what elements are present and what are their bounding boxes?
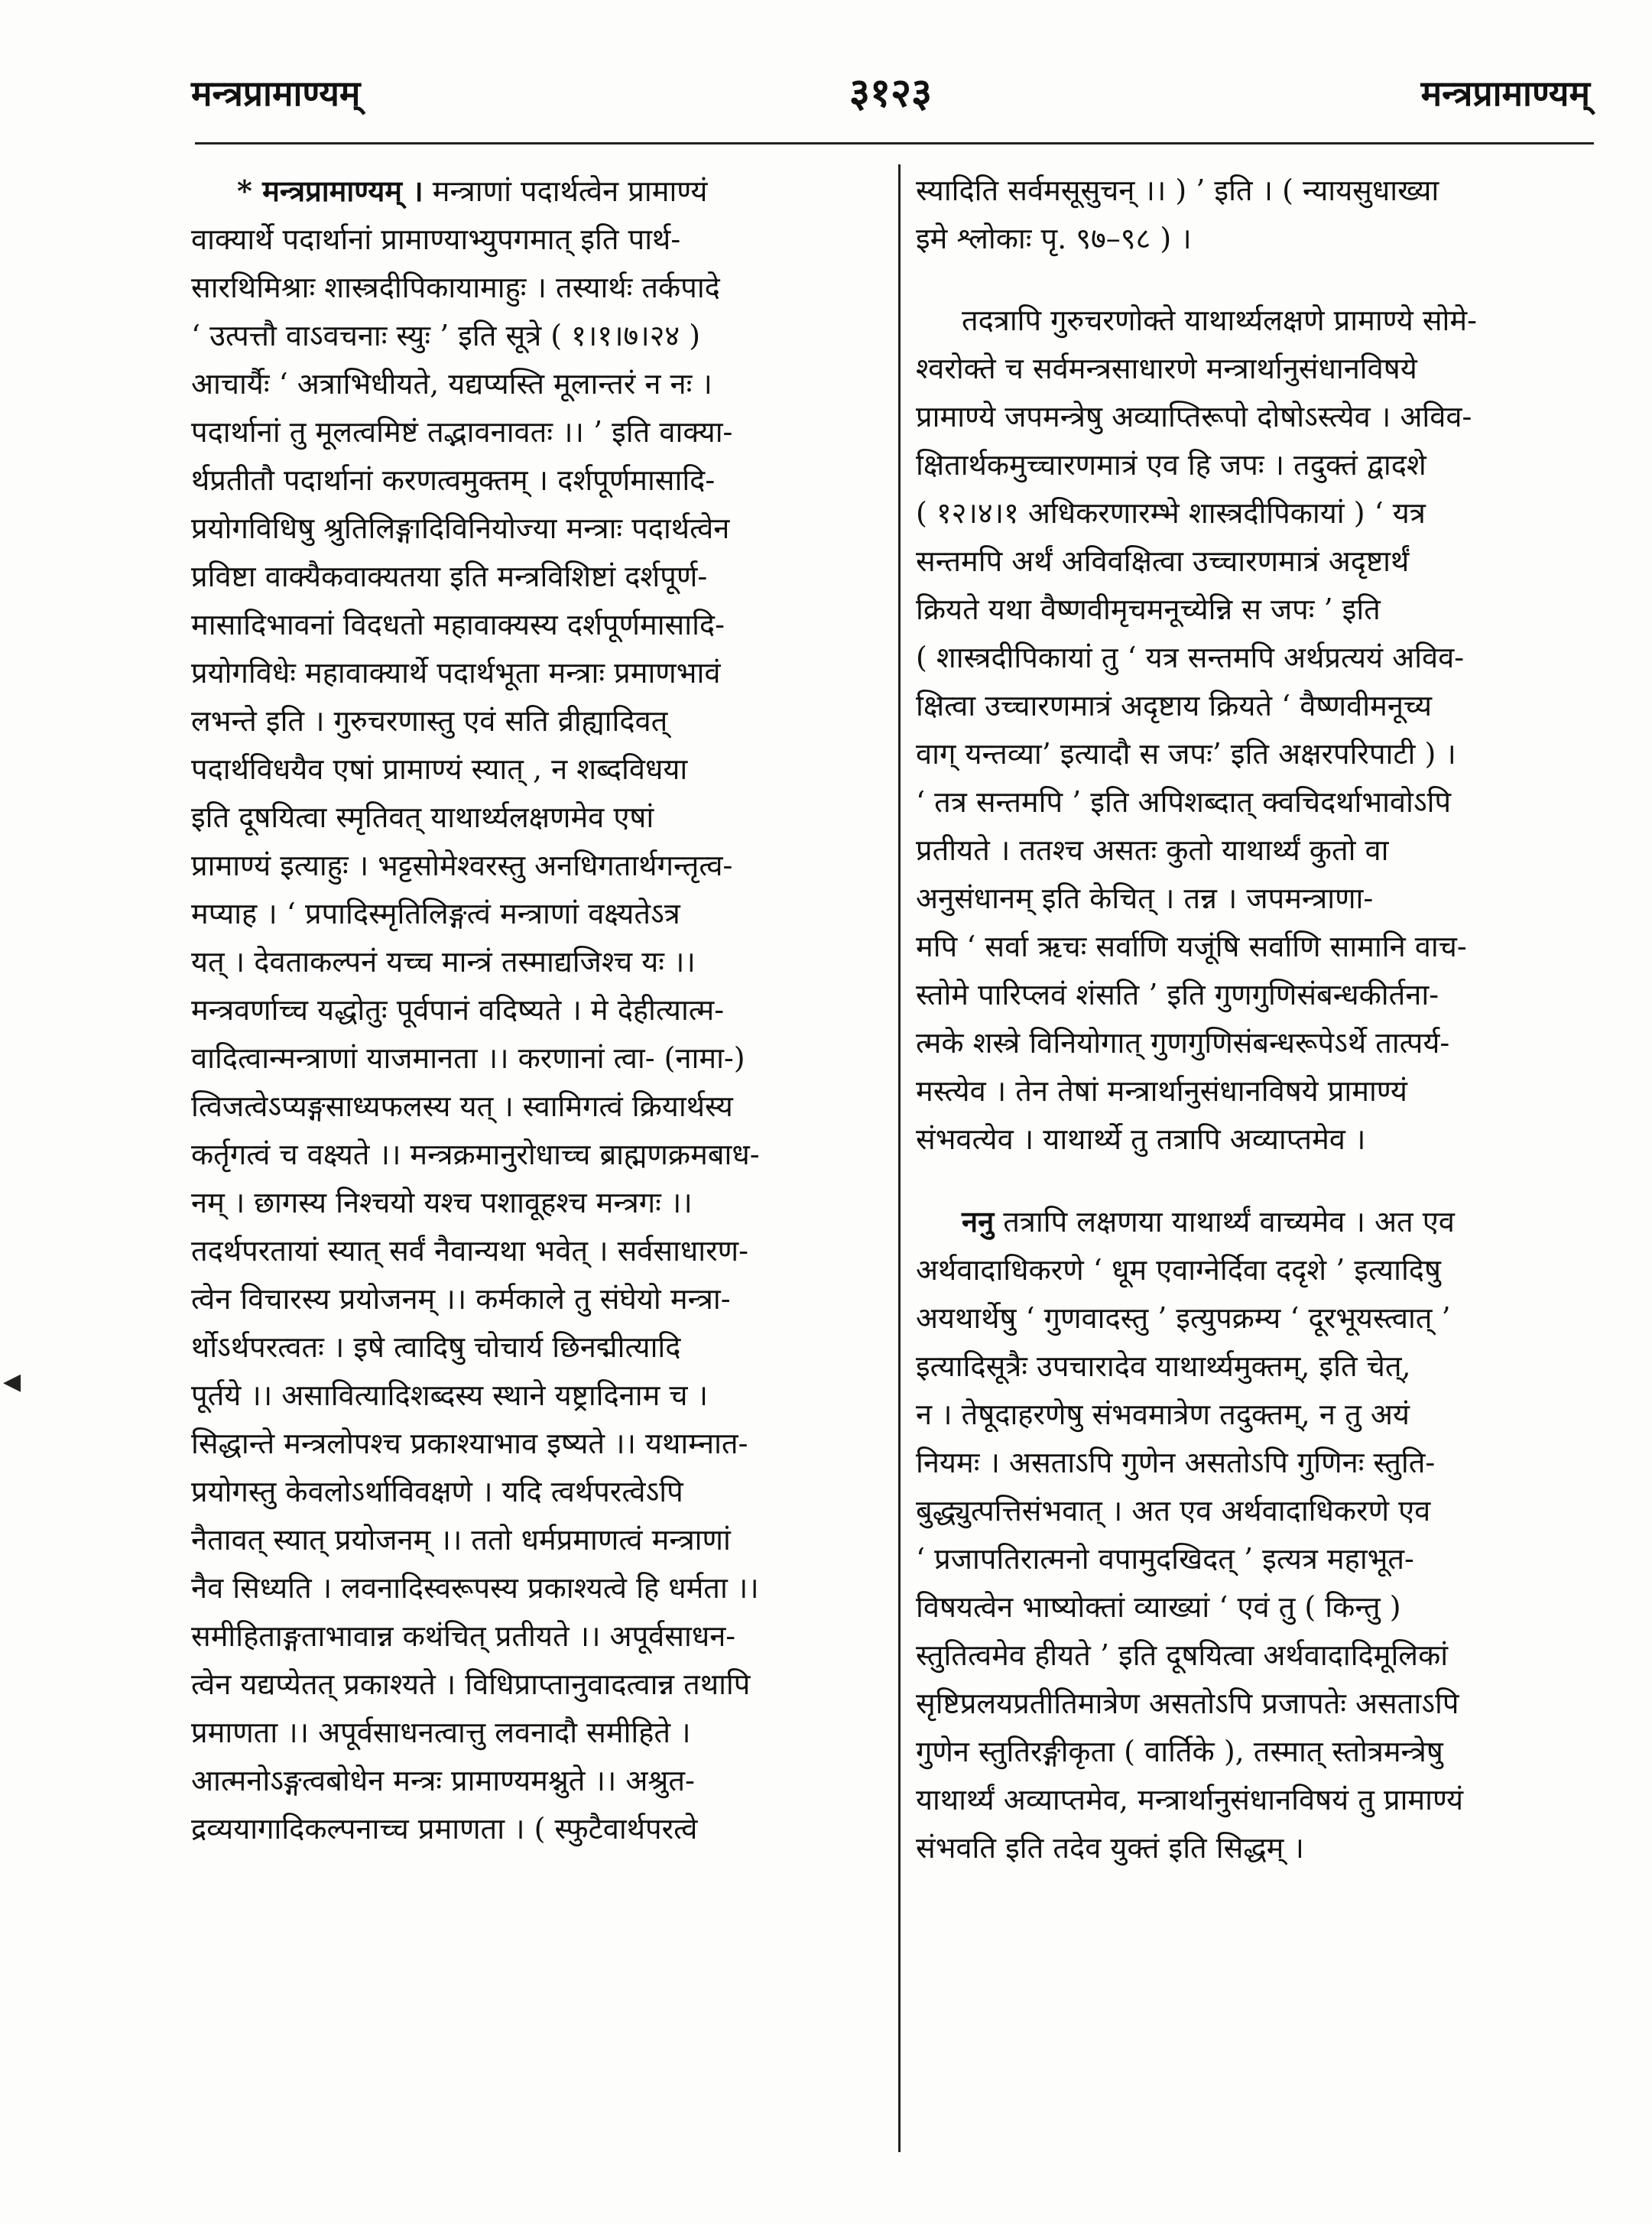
header-rule: [195, 142, 1594, 144]
paragraph-lead-word: ननु: [962, 1204, 995, 1239]
page-header: [191, 61, 1590, 130]
right-paragraph-2: तदत्रापि गुरुचरणोक्ते याथार्थ्यलक्षणे प्रामाण्ये सोमे- श्वरोक्ते च सर्वमन्त्रसाधारणे मन्त्रार्थानुसंधानविषये प्रामाण्ये जपमन्त्रेषु अव्याप्तिरूपो दोषोऽस्त्येव । अविव- क्षितार्थकमुच्चारणमात्रं एव हि जपः । तदुक्तं द्वादशे ( १२।४।१ अधिकरणारम्भे शास्त्रदीपिकायां ) ‘ यत्र सन्तमपि अर्थं अविवक्षित्वा उच्चारणमात्रं अदृष्टार्थं क्रियते यथा वैष्णवीमृचमनूच्येन्नि स जपः ’ इति ( शास्त्रदीपिकायां तु ‘ यत्र सन्तमपि अर्थप्रत्ययं अविव- क्षित्वा उच्चारणमात्रं अदृष्टाय क्रियते ‘ वैष्णवीमनूच्य वाग् यन्तव्या’ इत्यादौ स जपः’ इति अक्षरपरिपाटी ) । ‘ तत्र सन्तमपि ’ इति अपिशब्दात् क्वचिदर्थाभावोऽपि प्रतीयते । ततश्च असतः कुतो याथार्थ्यं कुतो वा अनुसंधानम् इति केचित् । तन्न । जपमन्त्राणा- मपि ‘ सर्वा ऋचः सर्वाणि यजूंषि सर्वाणि सामानि वाच- स्तोमे पारिप्लवं शंसति ’ इति गुणगुणिसंबन्धकीर्तना- त्मके शस्त्रे विनियोगात् गुणगुणिसंबन्धरूपेऽर्थे तात्पर्य- मस्त्येव । तेन तेषां मन्त्रार्थानुसंधानविषये प्रामाण्यं संभवत्येव । याथार्थ्ये तु तत्रापि अव्याप्तमेव ।: [916, 304, 1477, 1156]
left-paragraph: [191, 167, 871, 1853]
running-head-right: मन्त्रप्रामाण्यम्: [1420, 73, 1590, 114]
column-divider: [898, 164, 901, 2152]
right-paragraph-1: स्यादिति सर्वमसूसुचन् ।। ) ’ इति । ( न्यायसुधाख्या इमे श्लोकाः पृ. ९७–९८ ) ।: [916, 174, 1439, 255]
entry-heading: * मन्त्रप्रामाण्यम् ।: [237, 174, 424, 208]
right-column: [916, 167, 1592, 1872]
right-paragraph-3-text: तत्रापि लक्षणया याथार्थ्यं वाच्यमेव । अत एव अर्थवादाधिकरणे ‘ धूम एवाग्नेर्दिवा ददृशे ’ इत्यादिषु अयथार्थेषु ‘ गुणवादस्तु ’ इत्युपक्रम्य ‘ दूरभूयस्त्वात् ’ इत्यादिसूत्रैः उपचारादेव याथार्थ्यमुक्तम्, इति चेत्, न । तेषूदाहरणेषु संभवमात्रेण तदुक्तम्, न तु अयं नियमः । असताऽपि गुणेन असतोऽपि गुणिनः स्तुति- बुद्ध्युत्पत्तिसंभवात् । अत एव अर्थवादाधिकरणे एव ‘ प्रजापतिरात्मनो वपामुदखिदत् ’ इत्यत्र महाभूत- विषयत्वेन भाष्योक्तां व्याख्यां ‘ एवं तु ( किन्तु ) स्तुतित्वमेव हीयते ’ इति दूषयित्वा अर्थवादादिमूलिकां सृष्टिप्रलयप्रतीतिमात्रेण असतोऽपि प्रजापतेः असताऽपि गुणेन स्तुतिरङ्गीकृता ( वार्तिके ), तस्मात् स्तोत्रमन्त्रेषु याथार्थ्यं अव्याप्तमेव, मन्त्रार्थानुसंधानविषयं तु प्रामाण्यं संभवति इति तदेव युक्तं इति सिद्धम् ।: [916, 1205, 1464, 1865]
right-paragraph-3: [916, 1197, 1592, 1872]
left-column: [191, 167, 871, 1853]
page-number: ३१२३: [849, 70, 933, 116]
running-head-left: मन्त्रप्रामाण्यम्: [191, 73, 361, 114]
margin-mark-icon: ◀: [3, 1368, 21, 1395]
left-column-text: मन्त्राणां पदार्थत्वेन प्रामाण्यं वाक्यार्थे पदार्थानां प्रामाण्याभ्युपगमात् इति पार्थ- सारथिमिश्राः शास्त्रदीपिकायामाहुः । तस्यार्थः तर्कपादे ‘ उत्पत्तौ वाऽवचनाः स्युः ’ इति सूत्रे ( १।१।७।२४ ) आचार्यैः ‘ अत्राभिधीयते, यद्यप्यस्ति मूलान्तरं न नः । पदार्थानां तु मूलत्वमिष्टं तद्भावनावतः ।। ’ इति वाक्या- र्थप्रतीतौ पदार्थानां करणत्वमुक्तम् । दर्शपूर्णमासादि- प्रयोगविधिषु श्रुतिलिङ्गादिविनियोज्या मन्त्राः पदार्थत्वेन प्रविष्टा वाक्यैकवाक्यतया इति मन्त्रविशिष्टां दर्शपूर्ण- मासादिभावनां विदधतो महावाक्यस्य दर्शपूर्णमासादि- प्रयोगविधेः महावाक्यार्थे पदार्थभूता मन्त्राः प्रमाणभावं लभन्ते इति । गुरुचरणास्तु एवं सति व्रीह्यादिवत् पदार्थविधयैव एषां प्रामाण्यं स्यात् , न शब्दविधया इति दूषयित्वा स्मृतिवत् याथार्थ्यलक्षणमेव एषां प्रामाण्यं इत्याहुः । भट्टसोमेश्वरस्तु अनधिगतार्थगन्तृत्व- मप्याह । ‘ प्रपादिस्मृतिलिङ्गत्वं मन्त्राणां वक्ष्यतेऽत्र यत् । देवताकल्पनं यच्च मान्त्रं तस्माद्यजिश्च यः ।। मन्त्रवर्णाच्च यद्धोतुः पूर्वपानं वदिष्यते । मे देहीत्यात्म- वादित्वान्मन्त्राणां याजमानता ।। करणानां त्वा- (नामा-) त्विजत्वेऽप्यङ्गसाध्यफलस्य यत् । स्वामिगत्वं क्रियार्थस्य कर्तृगत्वं च वक्ष्यते ।। मन्त्रक्रमानुरोधाच्च ब्राह्मणक्रमबाध- नम् । छागस्य निश्चयो यश्च पशावूहश्च मन्त्रगः ।। तदर्थपरतायां स्यात् सर्वं नैवान्यथा भवेत् । सर्वसाधारण- त्वेन विचारस्य प्रयोजनम् ।। कर्मकाले तु संघेयो मन्त्रा- र्थोऽर्थपरत्वतः । इषे त्वादिषु चोचार्य छिनद्मीत्यादि पूर्तये ।। असावित्यादिशब्दस्य स्थाने यष्ट्रादिनाम च । सिद्धान्ते मन्त्रलोपश्च प्रकाश्याभाव इष्यते ।। यथाम्नात- प्रयोगस्तु केवलोऽर्थाविवक्षणे । यदि त्वर्थपरत्वेऽपि नैतावत् स्यात् प्रयोजनम् ।। ततो धर्मप्रमाणत्वं मन्त्राणां नैव सिध्यति । लवनादिस्वरूपस्य प्रकाश्यत्वे हि धर्मता ।। समीहिताङ्गताभावान्न कथंचित् प्रतीयते ।। अपूर्वसाधन- त्वेन यद्यप्येतत् प्रकाश्यते । विधिप्राप्तानुवादत्वान्न तथापि प्रमाणता ।। अपूर्वसाधनत्वात्तु लवनादौ समीहिते । आत्मनोऽङ्गत्वबोधेन मन्त्रः प्रामाण्यमश्नुते ।। अश्रुत- द्रव्ययागादिकल्पनाच्च प्रमाणता । ( स्फुटैवार्थपरत्वे: [191, 174, 760, 1846]
